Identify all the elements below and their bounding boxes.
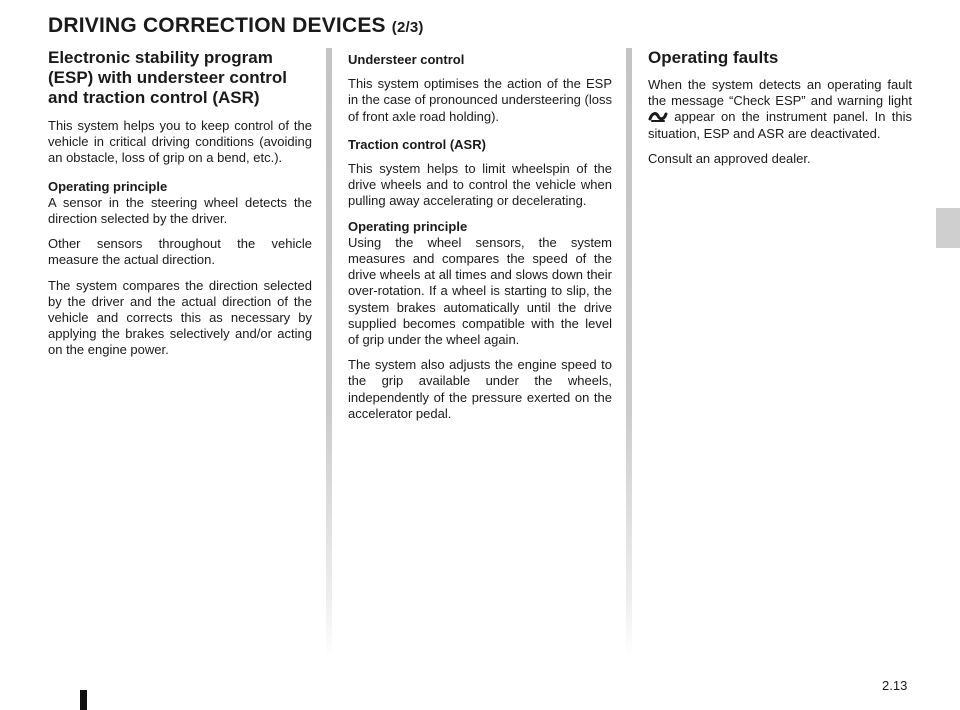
sensors-paragraph: Other sensors throughout the vehicle measure the actual direction. [48,236,312,268]
page-title-part: (2/3) [391,19,424,36]
left-column [48,48,312,368]
middle-column [348,52,612,431]
page-title-text: DRIVING CORRECTION DEVICES [48,14,386,37]
page-number: 2.13 [882,678,908,693]
traction-control-title: Traction control (ASR) [348,136,486,152]
section-side-tab [936,208,960,248]
engine-speed-paragraph: The system also adjusts the engine speed to the grip available under the wheels, independently of the pressure exerted on the accelerator pedal. [348,357,612,421]
consult-dealer-paragraph: Consult an approved dealer. [648,150,811,166]
operating-principle-title: Operating principle [48,178,168,194]
asr-operating-principle-text: Using the wheel sensors, the system measures and compares the speed of the drive wheels at all times and slows down their over-rotation. If a wheel is starting to slip, the system brakes automatically until the drive supplied becomes compatible with the level of grip under the wheel again. [348,234,612,348]
asr-operating-principle-title: Operating principle [348,218,468,234]
faults-text-after-icon: appear on the instrument panel. In this situation, ESP and ASR are deactivated. [648,109,912,141]
understeer-control-text: This system optimises the action of the ESP in the case of pronounced understeering (loss of front axle road holding). [348,76,612,124]
compare-direction-paragraph: The system compares the direction selected by the driver and the actual direction of the vehicle and corrects this as necessary by applying the brakes selectively and/or acting on the engine power. [48,277,312,358]
page-corner-mark [80,690,87,710]
operating-principle-text: A sensor in the steering wheel detects the direction selected by the driver. [48,194,312,227]
esp-intro-paragraph: This system helps you to keep control of the vehicle in critical driving conditions (avoiding an obstacle, loss of grip on a bend, etc.). [48,118,312,166]
traction-control-text: This system helps to limit wheelspin of the drive wheels and to control the vehicle when pulling away accelerating or decelerating. [348,161,612,209]
esp-section-heading: Electronic stability program (ESP) with understeer control and traction control (ASR) [48,48,287,107]
column-divider-right [626,48,632,658]
right-column [648,48,912,176]
understeer-control-title: Understeer control [348,52,465,67]
operating-faults-paragraph [648,77,912,142]
column-divider-left [326,48,332,658]
faults-text-before-icon: When the system detects an operating fault the message “Check ESP” and warning light [648,77,912,109]
page-title [48,14,424,38]
operating-faults-heading: Operating faults [648,48,779,67]
esp-warning-light-icon [648,111,668,123]
